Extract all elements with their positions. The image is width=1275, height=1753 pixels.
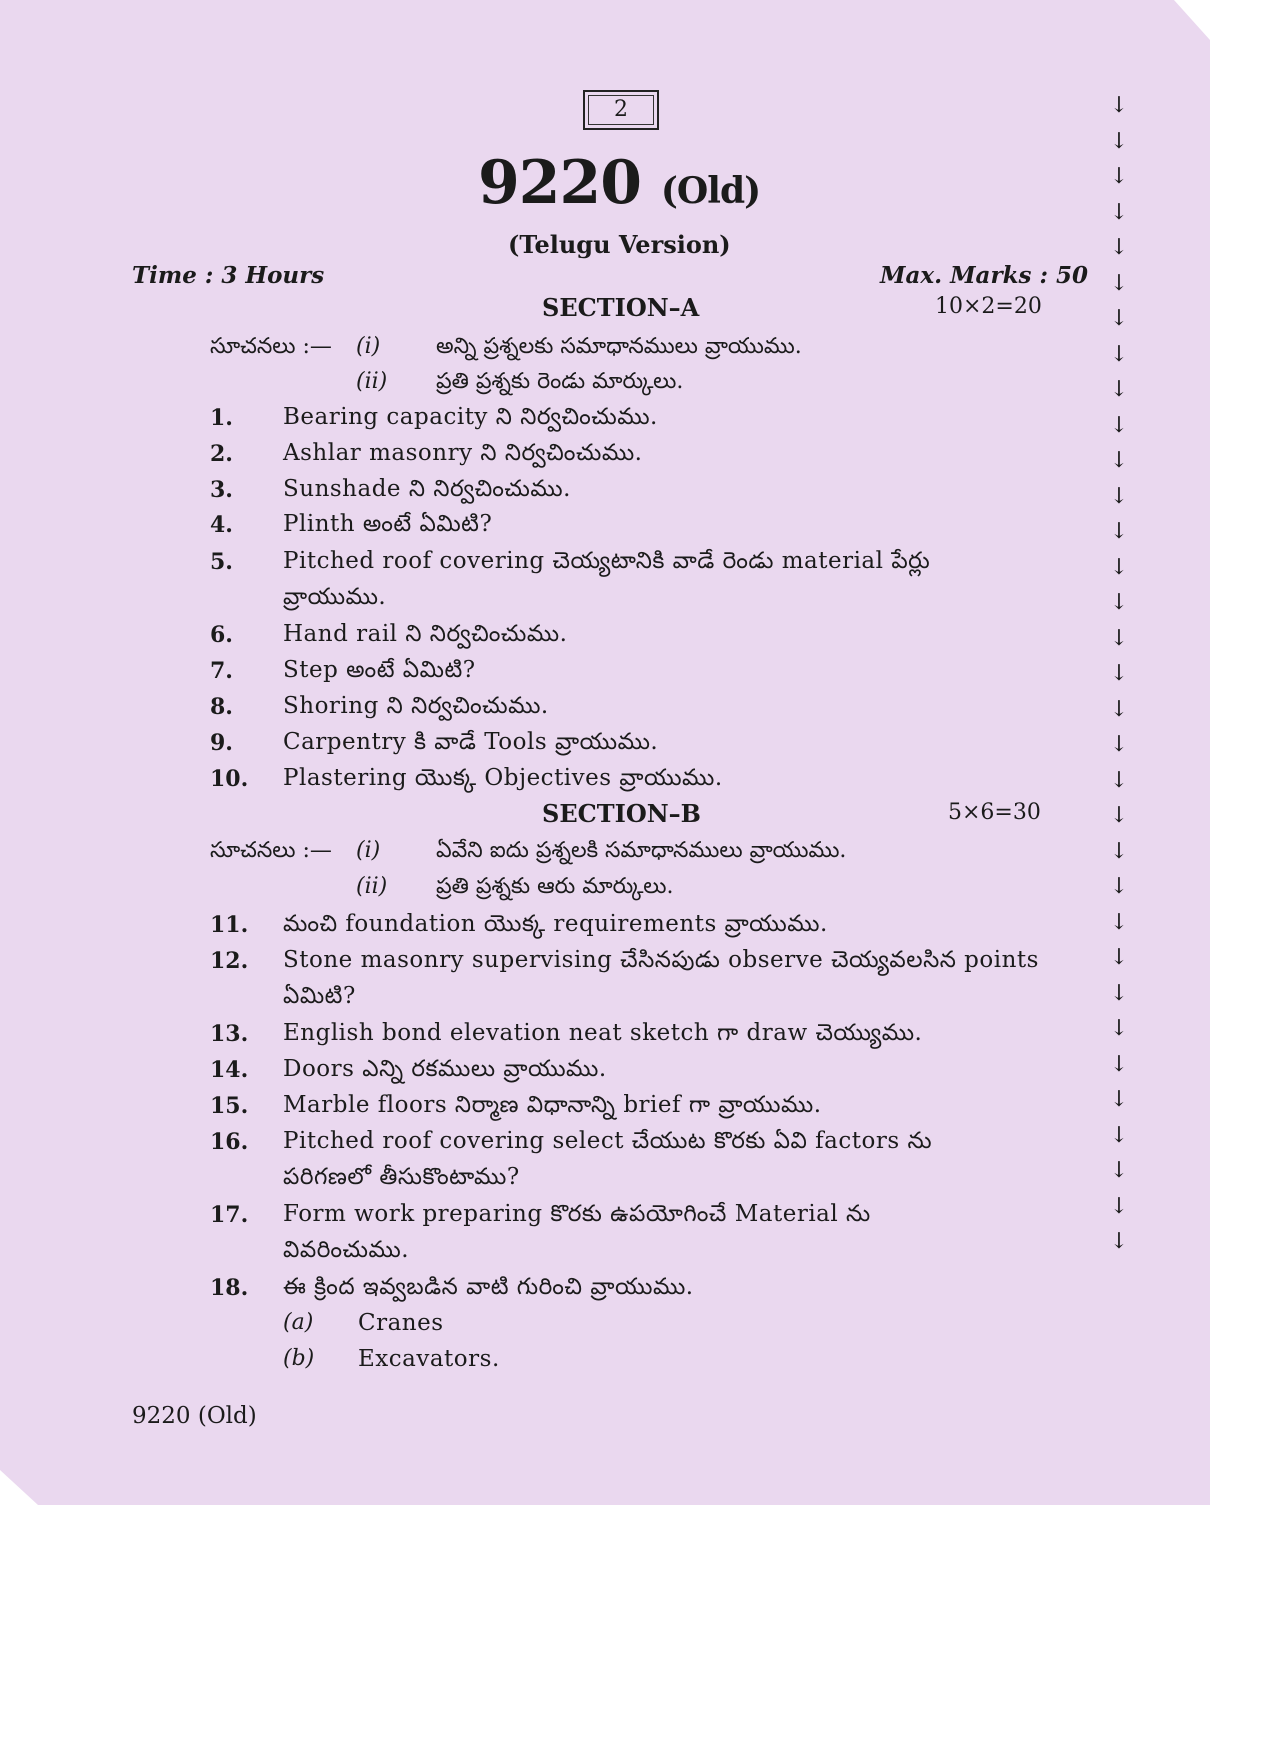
question-9-text: Carpentry కి వాడే Tools వ్రాయుము. (283, 729, 659, 755)
down-arrow-icon: ↓ (1109, 93, 1129, 118)
question-13-text: English bond elevation neat sketch గా draw చెయ్యుము. (283, 1020, 923, 1046)
section-a-note-2-text: ప్రతి ప్రశ్నకు రెండు మార్కులు. (436, 369, 684, 394)
question-17-text-cont: వివరించుము. (283, 1237, 410, 1263)
section-a-marks: 10×2=20 (935, 294, 1042, 319)
question-4-text: Plinth అంటే ఏమిటి? (283, 511, 493, 537)
question-16-text: Pitched roof covering select చేయుట కొరకు ఏవి factors ను (283, 1128, 933, 1154)
down-arrow-icon: ↓ (1109, 1193, 1129, 1219)
margin-arrows (1106, 88, 1132, 1260)
question-10-number: 10. (210, 766, 249, 792)
down-arrow-icon: ↓ (1109, 590, 1129, 615)
question-8-number: 8. (210, 694, 233, 720)
section-a-note-label: సూచనలు :— (210, 334, 332, 359)
down-arrow-icon: ↓ (1109, 1051, 1129, 1077)
down-arrow-icon: ↓ (1109, 803, 1129, 828)
down-arrow-icon: ↓ (1109, 483, 1129, 509)
down-arrow-icon: ↓ (1109, 767, 1129, 793)
question-15-number: 15. (210, 1093, 249, 1119)
question-18-text: ఈ క్రింద ఇవ్వబడిన వాటి గురించి వ్రాయుము. (283, 1274, 694, 1300)
question-7-number: 7. (210, 658, 233, 684)
question-16-number: 16. (210, 1129, 249, 1155)
section-b-note-1-num: (i) (356, 838, 381, 863)
down-arrow-icon: ↓ (1109, 164, 1129, 189)
section-b-note-2-text: ప్రతి ప్రశ్నకు ఆరు మార్కులు. (436, 874, 674, 899)
question-15-text: Marble floors నిర్మాణ విధానాన్ని brief గా వ్రాయుము. (283, 1092, 822, 1118)
down-arrow-icon: ↓ (1109, 235, 1129, 260)
down-arrow-icon: ↓ (1109, 696, 1129, 722)
question-7-text: Step అంటే ఏమిటి? (283, 657, 476, 683)
max-marks-label: Max. Marks : 50 (880, 262, 1088, 289)
question-3-number: 3. (210, 477, 233, 503)
section-b-title: SECTION–B (542, 799, 701, 828)
question-11-text: మంచి foundation యొక్క requirements వ్రాయుము. (283, 911, 828, 937)
section-b-note-label: సూచనలు :— (210, 838, 332, 863)
question-10-text: Plastering యొక్క Objectives వ్రాయుము. (283, 765, 723, 791)
question-17-text: Form work preparing కొరకు ఉపయోగించే Material ను (283, 1201, 871, 1227)
down-arrow-icon: ↓ (1109, 412, 1129, 438)
question-5-text: Pitched roof covering చెయ్యటానికి వాడే రెండు material పేర్లు (283, 548, 931, 574)
paper-code (478, 148, 760, 218)
question-1-text: Bearing capacity ని నిర్వచించుము. (283, 404, 658, 430)
footer-paper-code: 9220 (Old) (132, 1403, 257, 1429)
section-a-title: SECTION–A (542, 293, 700, 322)
question-4-number: 4. (210, 512, 233, 538)
question-5-number: 5. (210, 549, 233, 575)
question-6-text: Hand rail ని నిర్వచించుము. (283, 621, 568, 647)
down-arrow-icon: ↓ (1109, 377, 1129, 402)
question-2-text: Ashlar masonry ని నిర్వచించుము. (283, 440, 643, 466)
section-b-note-1-text: ఏవేని ఐదు ప్రశ్నలకి సమాధానములు వ్రాయుము. (436, 838, 847, 863)
question-17-number: 17. (210, 1202, 249, 1228)
question-18-number: 18. (210, 1275, 249, 1301)
down-arrow-icon: ↓ (1109, 732, 1129, 757)
question-5-text-cont: వ్రాయుము. (283, 584, 387, 610)
down-arrow-icon: ↓ (1109, 128, 1129, 154)
section-a-note-1-num: (i) (356, 334, 381, 359)
down-arrow-icon: ↓ (1109, 519, 1129, 544)
version-label: (Telugu Version) (508, 230, 731, 259)
time-label: Time : 3 Hours (132, 262, 325, 289)
down-arrow-icon: ↓ (1109, 1087, 1129, 1112)
down-arrow-icon: ↓ (1109, 341, 1129, 367)
question-12-text-cont: ఏమిటి? (283, 983, 356, 1009)
down-arrow-icon: ↓ (1109, 199, 1129, 225)
section-a-note-1-text: అన్ని ప్రశ్నలకు సమాధానములు వ్రాయుము. (436, 334, 802, 359)
question-11-number: 11. (210, 912, 249, 938)
question-1-number: 1. (210, 405, 233, 431)
question-16-text-cont: పరిగణలో తీసుకొంటాము? (283, 1164, 520, 1190)
down-arrow-icon: ↓ (1109, 838, 1129, 864)
page-number-box: 2 (583, 90, 659, 130)
question-12-text: Stone masonry supervising చేసినపుడు observe చెయ్యవలసిన points (283, 947, 1039, 973)
question-13-number: 13. (210, 1021, 249, 1047)
down-arrow-icon: ↓ (1109, 945, 1129, 970)
paper-code-number: 9220 (478, 148, 641, 218)
down-arrow-icon: ↓ (1109, 1016, 1129, 1041)
question-6-number: 6. (210, 622, 233, 648)
down-arrow-icon: ↓ (1109, 1229, 1129, 1254)
section-b-note-2-num: (ii) (356, 874, 388, 899)
section-a-note-2-num: (ii) (356, 369, 388, 394)
question-14-number: 14. (210, 1057, 249, 1083)
question-3-text: Sunshade ని నిర్వచించుము. (283, 476, 571, 502)
down-arrow-icon: ↓ (1109, 1122, 1129, 1148)
down-arrow-icon: ↓ (1109, 1158, 1129, 1183)
question-18-sub-a-text: Cranes (358, 1310, 444, 1336)
question-18-sub-a-label: (a) (283, 1310, 314, 1335)
down-arrow-icon: ↓ (1109, 661, 1129, 686)
down-arrow-icon: ↓ (1109, 874, 1129, 899)
question-2-number: 2. (210, 441, 233, 467)
question-18-sub-b-text: Excavators. (358, 1346, 500, 1372)
question-18-sub-b-label: (b) (283, 1346, 315, 1371)
question-12-number: 12. (210, 948, 249, 974)
down-arrow-icon: ↓ (1109, 554, 1129, 580)
paper-code-old: (Old) (660, 170, 761, 212)
section-b-marks: 5×6=30 (948, 800, 1041, 825)
down-arrow-icon: ↓ (1109, 448, 1129, 473)
down-arrow-icon: ↓ (1109, 625, 1129, 651)
down-arrow-icon: ↓ (1109, 909, 1129, 935)
down-arrow-icon: ↓ (1109, 980, 1129, 1006)
question-14-text: Doors ఎన్ని రకములు వ్రాయుము. (283, 1056, 607, 1082)
question-9-number: 9. (210, 730, 233, 756)
question-8-text: Shoring ని నిర్వచించుము. (283, 693, 549, 719)
down-arrow-icon: ↓ (1109, 306, 1129, 331)
down-arrow-icon: ↓ (1109, 270, 1129, 296)
